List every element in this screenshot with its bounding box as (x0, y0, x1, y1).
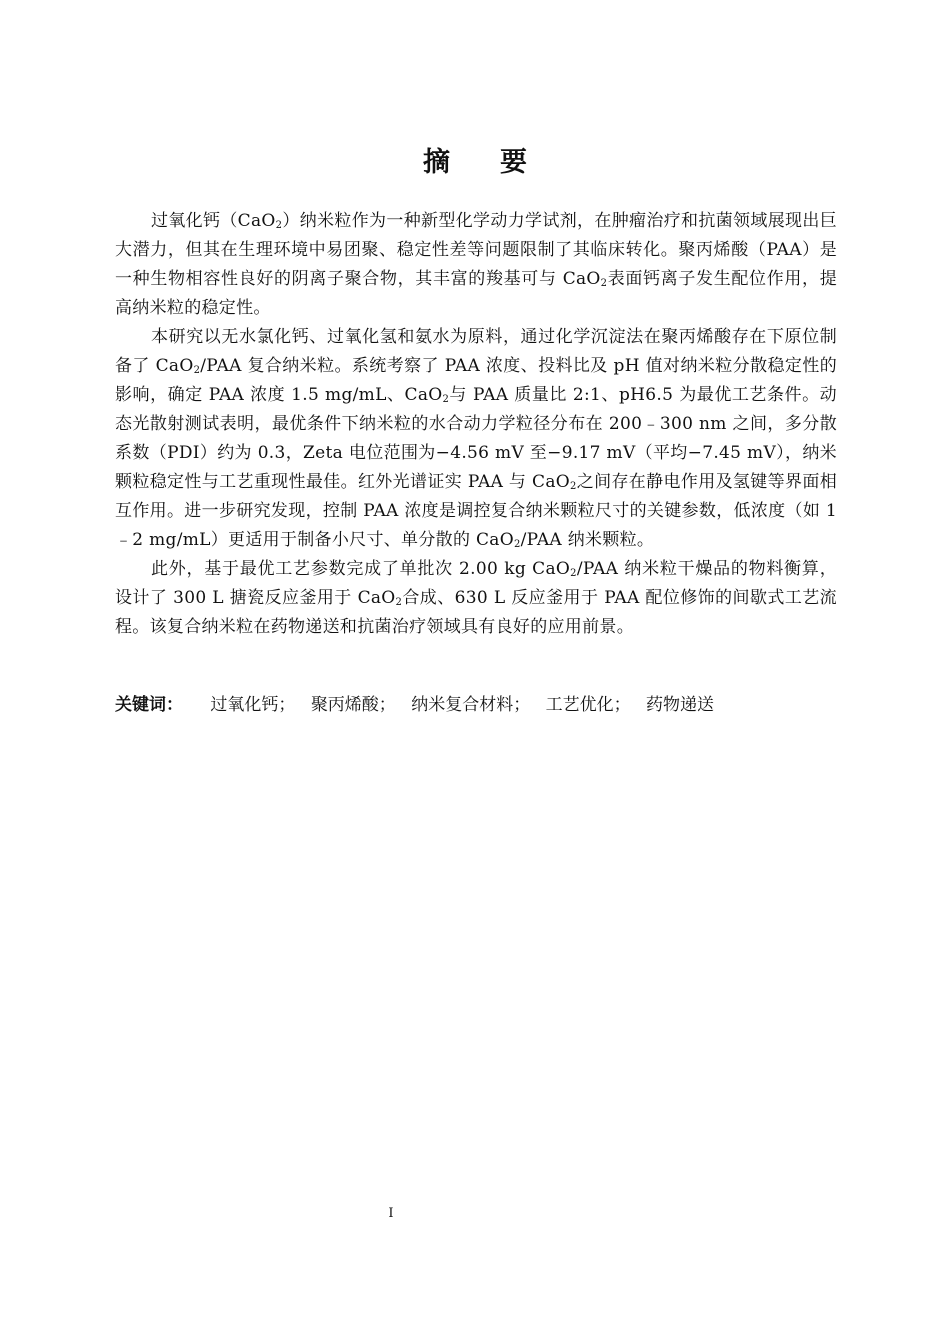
keyword-item: 药物递送 (646, 695, 715, 715)
page-number: I (388, 1206, 394, 1221)
title-char-2: 要 (500, 147, 527, 178)
title-char-1: 摘 (423, 147, 450, 178)
keyword-item: 工艺优化； (545, 695, 631, 715)
keywords-label: 关键词： (115, 695, 183, 715)
keyword-item: 纳米复合材料； (411, 695, 531, 715)
abstract-paragraph-3: 此外，基于最优工艺参数完成了单批次 2.00 kg CaO$_2$/PAA 纳米粒干燥品的物料衡算，设计了 300 L 搪瓷反应釜用于 CaO$_2$合成、630 L 反应釜用于 PAA 配位修饰的间歇式工艺流程。该复合纳米粒在药物递送和抗菌治疗领域具有良好的应用前景。 (115, 559, 837, 637)
keyword-item: 聚丙烯酸； (310, 695, 396, 715)
keyword-item: 过氧化钙； (210, 695, 296, 715)
abstract-body (115, 207, 837, 642)
keywords-line (115, 692, 837, 718)
page-title (0, 140, 950, 179)
abstract-paragraph-1: 过氧化钙（CaO$_2$）纳米粒作为一种新型化学动力学试剂，在肿瘤治疗和抗菌领域展现出巨大潜力，但其在生理环境中易团聚、稳定性差等问题限制了其临床转化。聚丙烯酸（PAA）是一种生物相容性良好的阴离子聚合物，其丰富的羧基可与 CaO$_2$表面钙离子发生配位作用，提高纳米粒的稳定性。 (115, 211, 837, 318)
abstract-paragraph-2: 本研究以无水氯化钙、过氧化氢和氨水为原料，通过化学沉淀法在聚丙烯酸存在下原位制备了 CaO$_2$/PAA 复合纳米粒。系统考察了 PAA 浓度、投料比及 pH 值对纳米粒分散稳定性的影响，确定 PAA 浓度 1.5 mg/mL、CaO$_2$与 PAA 质量比 2:1、pH6.5 为最优工艺条件。动态光散射测试表明，最优条件下纳米粒的水合动力学粒径分布在 200﹣300 nm 之间，多分散系数（PDI）约为 0.3，Zeta 电位范围为−4.56 mV 至−9.17 mV（平均−7.45 mV），纳米颗粒稳定性与工艺重现性最佳。红外光谱证实 PAA 与 CaO$_2$之间存在静电作用及氢键等界面相互作用。进一步研究发现，控制 PAA 浓度是调控复合纳米颗粒尺寸的关键参数，低浓度（如 1﹣2 mg/mL）更适用于制备小尺寸、单分散的 CaO$_2$/PAA 纳米颗粒。 (115, 327, 837, 550)
